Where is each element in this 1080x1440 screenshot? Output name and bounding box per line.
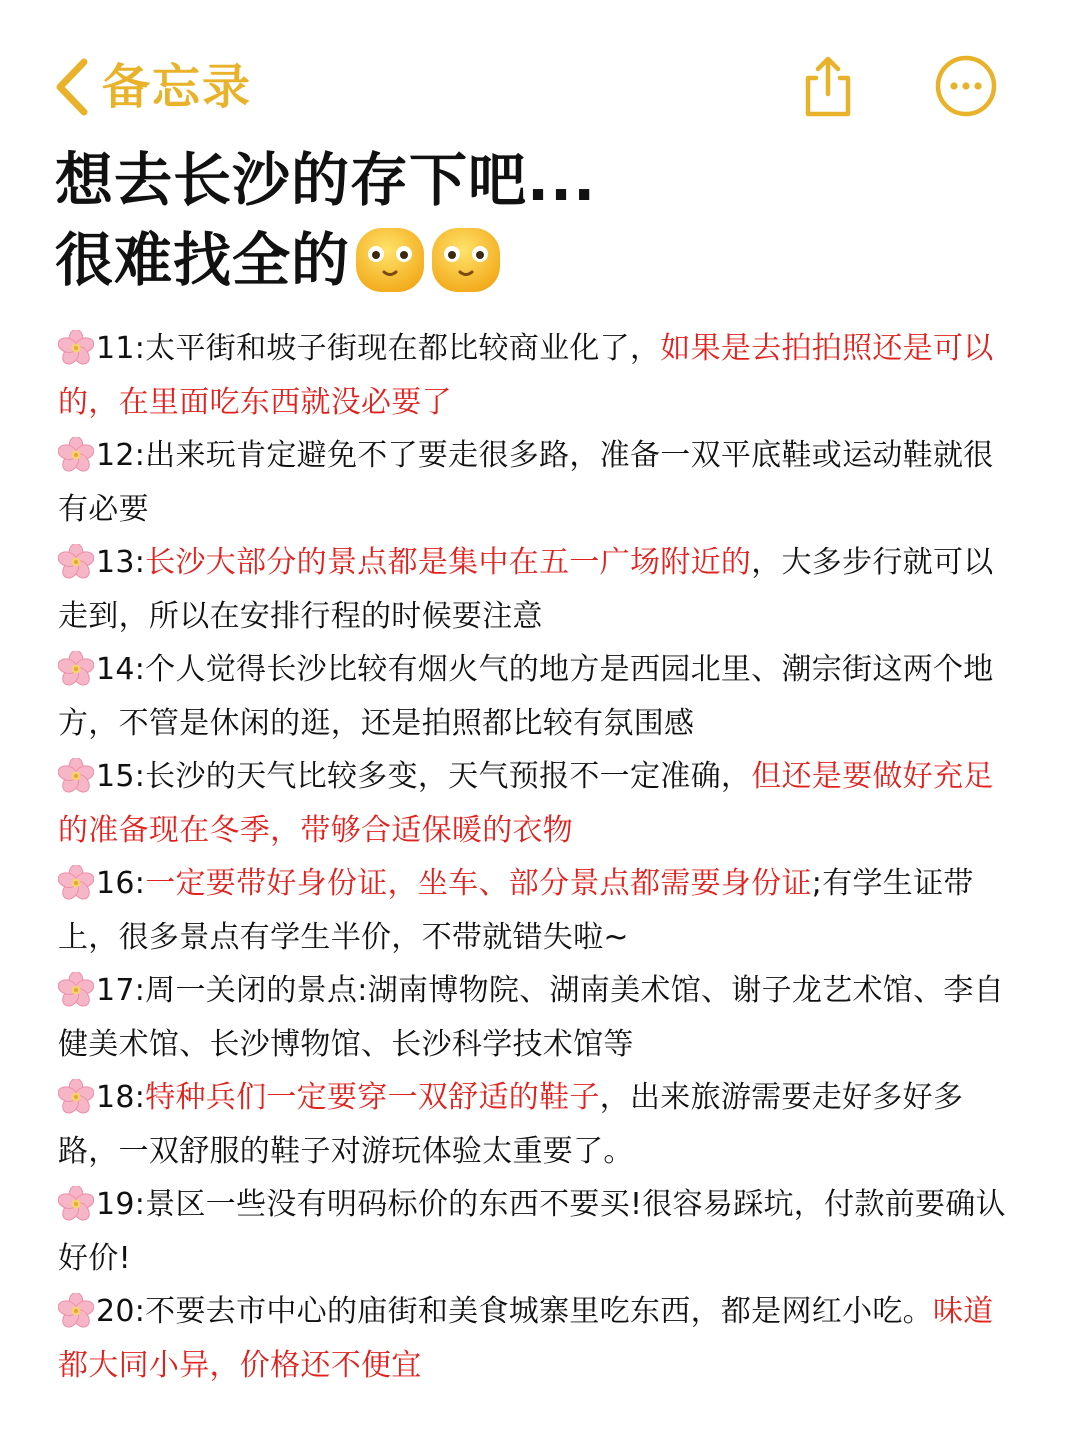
note-highlight-text: 特种兵们一定要穿一双舒适的鞋子 xyxy=(145,1080,600,1115)
note-text: 11:太平街和坡子街现在都比较商业化了， xyxy=(96,331,661,366)
more-horizontal-icon xyxy=(934,54,998,118)
note-text: ，出来旅游需要走好多好多路，一双舒服的鞋子对游玩体验太重要了。 xyxy=(58,1080,964,1169)
note-item xyxy=(58,1178,1008,1285)
note-text: 14:个人觉得长沙比较有烟火气的地方是西园北里、潮宗街这两个地方，不管是休闲的逛，还是拍照都比较有氛围感 xyxy=(58,652,994,741)
cherry-blossom-icon xyxy=(58,437,94,473)
note-highlight-text: 但还是要做好充足的准备现在冬季，带够合适保暖的衣物 xyxy=(58,759,994,848)
title-line-1 xyxy=(55,140,1035,220)
note-text: 20:不要去市中心的庙街和美食城寨里吃东西，都是网红小吃。 xyxy=(96,1294,933,1329)
note-text: ;有学生证带上，很多景点有学生半价，不带就错失啦~ xyxy=(58,866,974,955)
note-highlight-text: 一定要带好身份证，坐车、部分景点都需要身份证 xyxy=(145,866,812,901)
note-highlight-text: 味道都大同小异，价格还不便宜 xyxy=(58,1294,994,1383)
note-highlight-text: 如果是去拍拍照还是可以的，在里面吃东西就没必要了 xyxy=(58,331,994,420)
note-text: 16: xyxy=(96,866,146,901)
note-item xyxy=(58,536,1008,643)
share-button[interactable] xyxy=(800,54,856,118)
back-label: 备忘录 xyxy=(102,59,253,115)
note-item xyxy=(58,322,1008,429)
face-emoji-icon xyxy=(430,224,502,296)
chevron-left-icon xyxy=(50,54,96,120)
note-item xyxy=(58,643,1008,750)
cherry-blossom-icon xyxy=(58,1186,94,1222)
note-text: 17:周一关闭的景点:湖南博物院、湖南美术馆、谢子龙艺术馆、李自健美术馆、长沙博物馆、长沙科学技术馆等 xyxy=(58,973,1004,1062)
note-highlight-text: 长沙大部分的景点都是集中在五一广场附近的 xyxy=(145,545,752,580)
note-item xyxy=(58,750,1008,857)
cherry-blossom-icon xyxy=(58,330,94,366)
note-text: 13: xyxy=(96,545,146,580)
cherry-blossom-icon xyxy=(58,1293,94,1329)
title-line-1-text: 想去长沙的存下吧... xyxy=(55,146,597,214)
note-text: 19:景区一些没有明码标价的东西不要买!很容易踩坑，付款前要确认好价! xyxy=(58,1187,1006,1276)
cherry-blossom-icon xyxy=(58,544,94,580)
more-button[interactable] xyxy=(934,54,998,118)
note-text: 12:出来玩肯定避免不了要走很多路，准备一双平底鞋或运动鞋就很有必要 xyxy=(58,438,994,527)
note-text: 15:长沙的天气比较多变，天气预报不一定准确， xyxy=(96,759,752,794)
note-text: ，大多步行就可以走到，所以在安排行程的时候要注意 xyxy=(58,545,994,634)
note-item xyxy=(58,1285,1008,1392)
cherry-blossom-icon xyxy=(58,1079,94,1115)
cherry-blossom-icon xyxy=(58,865,94,901)
back-button[interactable] xyxy=(50,52,252,122)
note-title xyxy=(55,140,1035,300)
cherry-blossom-icon xyxy=(58,758,94,794)
title-line-2-text: 很难找全的 xyxy=(55,226,351,294)
face-emoji-icon xyxy=(354,224,426,296)
note-item xyxy=(58,857,1008,964)
note-item xyxy=(58,1071,1008,1178)
cherry-blossom-icon xyxy=(58,651,94,687)
note-item xyxy=(58,429,1008,536)
note-body xyxy=(58,322,1008,1392)
note-text: 18: xyxy=(96,1080,146,1115)
share-icon xyxy=(800,54,856,118)
cherry-blossom-icon xyxy=(58,972,94,1008)
note-item xyxy=(58,964,1008,1071)
title-line-2 xyxy=(55,220,1035,300)
navigation-bar xyxy=(0,0,1080,140)
